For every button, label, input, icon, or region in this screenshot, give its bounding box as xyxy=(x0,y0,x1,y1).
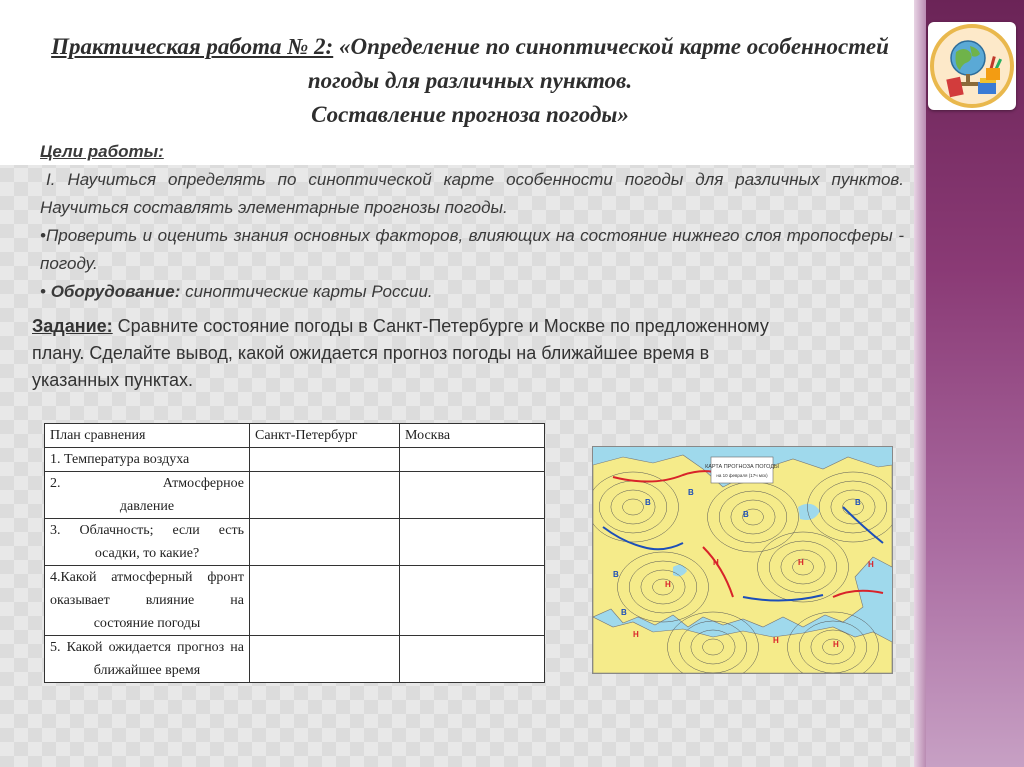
moscow-cell[interactable] xyxy=(400,519,545,566)
title-work-number: Практическая работа № 2: xyxy=(51,34,334,59)
pressure-symbol: В xyxy=(613,570,619,579)
task-text: Сравните состояние погоды в Санкт-Петербурге и Москве по предложенному плану. Сделайте вывод, какой ожидается прогноз погоды на ближайшее время в указанных пунктах. xyxy=(32,316,769,390)
goal-item-1: I. Научиться определять по синоптической карте особенности погоды для различных пунктов. Научиться составлять элементарные прогнозы погоды. xyxy=(40,170,904,217)
spb-cell[interactable] xyxy=(250,636,400,683)
row-criterion: 2. Атмосферное давление xyxy=(45,472,250,519)
table-row xyxy=(45,472,545,519)
equipment-text: синоптические карты России. xyxy=(180,282,433,301)
task-label: Задание: xyxy=(32,316,113,336)
pressure-symbol: В xyxy=(855,498,861,507)
comparison-table xyxy=(44,423,545,683)
moscow-cell[interactable] xyxy=(400,566,545,636)
pressure-symbol: Н xyxy=(773,636,779,645)
pressure-symbol: Н xyxy=(798,558,804,567)
moscow-cell[interactable] xyxy=(400,636,545,683)
table-row xyxy=(45,448,545,472)
title-subtopic: Составление прогноза погоды» xyxy=(311,102,629,127)
globe-books-icon xyxy=(928,22,1016,110)
table-header-row xyxy=(45,424,545,448)
spb-cell[interactable] xyxy=(250,519,400,566)
pressure-symbol: В xyxy=(743,510,749,519)
spb-cell[interactable] xyxy=(250,448,400,472)
table-row xyxy=(45,519,545,566)
title-topic: «Определение по синоптической карте особенностей погоды для различных пунктов. xyxy=(307,34,889,93)
moscow-cell[interactable] xyxy=(400,472,545,519)
pressure-symbol: В xyxy=(621,608,627,617)
goals-section xyxy=(40,138,904,306)
map-caption: КАРТА ПРОГНОЗА ПОГОДЫ xyxy=(705,464,779,470)
goal-item-2: •Проверить и оценить знания основных факторов, влияющих на состояние нижнего слоя тропосферы - погоду. xyxy=(40,226,904,273)
equipment-label: Оборудование: xyxy=(50,282,181,301)
synoptic-map-image xyxy=(593,447,892,673)
row-criterion: 5. Какой ожидается прогноз на ближайшее время xyxy=(45,636,250,683)
row-criterion: 4.Какой атмосферный фронт оказывает влияние на состояние погоды xyxy=(45,566,250,636)
pressure-symbol: В xyxy=(688,488,694,497)
right-decor-panel xyxy=(914,0,1024,767)
task-section xyxy=(32,313,792,394)
pressure-symbol: Н xyxy=(713,558,719,567)
table-row xyxy=(45,636,545,683)
pressure-symbol: В xyxy=(645,498,651,507)
goal-item-3-bullet: • xyxy=(40,282,51,301)
map-caption-box xyxy=(711,457,773,483)
page-title xyxy=(30,30,910,132)
spb-cell[interactable] xyxy=(250,472,400,519)
map-caption-date: на 10 февраля (17ч мск) xyxy=(716,473,768,478)
spb-cell[interactable] xyxy=(250,566,400,636)
header-plan: План сравнения xyxy=(45,424,250,448)
pressure-symbol: Н xyxy=(665,580,671,589)
goals-heading: Цели работы: xyxy=(40,142,164,161)
synoptic-map xyxy=(592,446,893,674)
header-moscow: Москва xyxy=(400,424,545,448)
header-spb: Санкт-Петербург xyxy=(250,424,400,448)
pressure-symbol: Н xyxy=(833,640,839,649)
pressure-symbol: Н xyxy=(633,630,639,639)
table-row xyxy=(45,566,545,636)
pressure-symbol: Н xyxy=(868,560,874,569)
moscow-cell[interactable] xyxy=(400,448,545,472)
logo xyxy=(928,22,1016,110)
row-criterion: 3. Облачность; если есть осадки, то какие? xyxy=(45,519,250,566)
row-criterion: 1. Температура воздуха xyxy=(45,448,250,472)
